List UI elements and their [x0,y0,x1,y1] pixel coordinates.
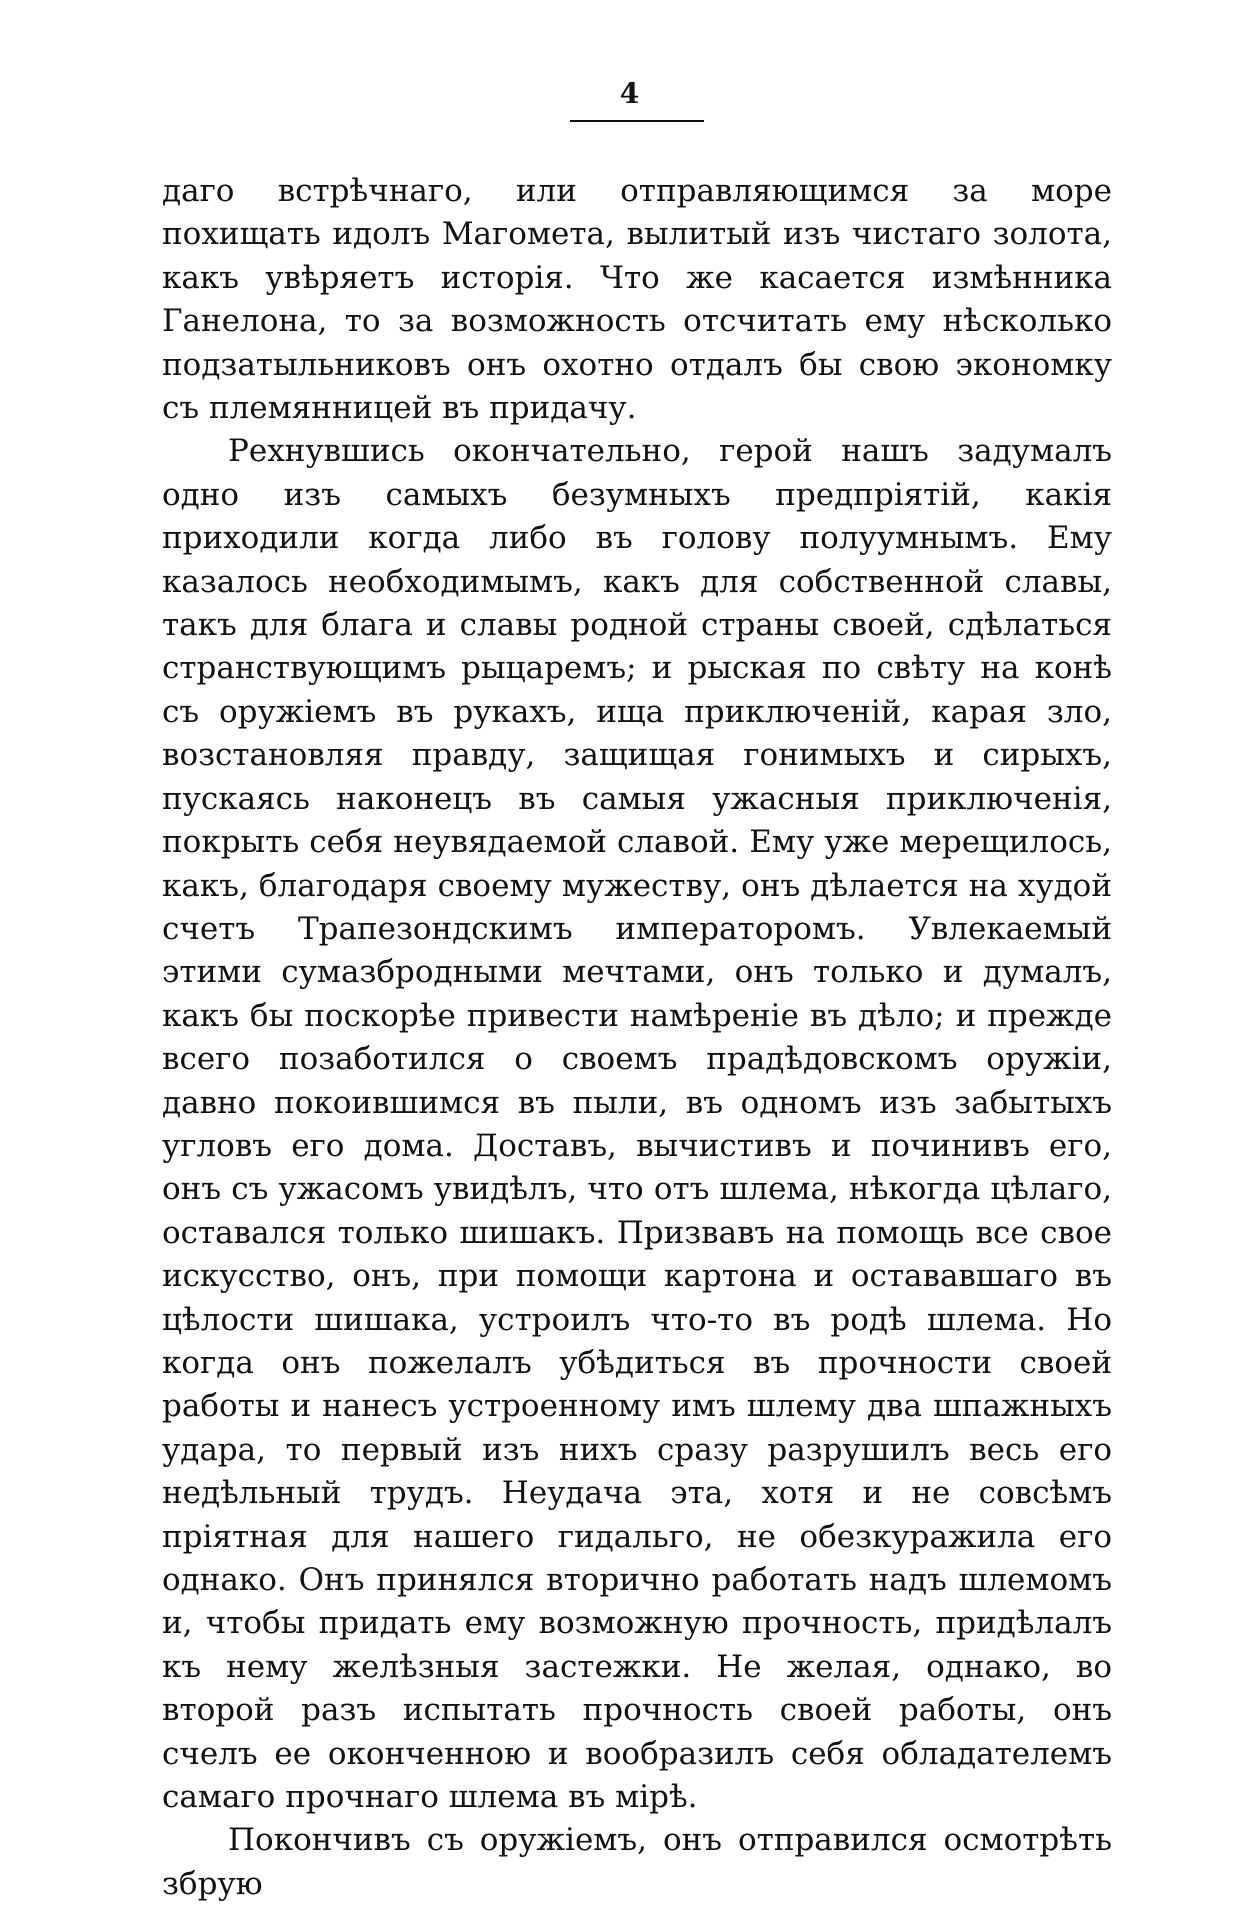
paragraph: Покончивъ съ оружіемъ, онъ отправился осмотрѣть збрую [162,1822,1112,1902]
paragraph: Рехнувшись окончательно, герой нашъ задумалъ одно изъ самыхъ безумныхъ предпріятій, какія приходили когда либо въ голову полуумнымъ. Ему казалось необходимымъ, какъ для собственной славы, такъ для блага и славы родной страны своей, сдѣлаться странствующимъ рыцаремъ; и рыская по свѣту на конѣ съ оружіемъ въ рукахъ, ища приключеній, карая зло, возстановляя правду, защищая гонимыхъ и сирыхъ, пускаясь наконецъ въ самыя ужасныя приключенія, покрыть себя неувядаемой славой. Ему уже мерещилось, какъ, благодаря своему мужеству, онъ дѣлается на худой счетъ Трапезондскимъ императоромъ. Увлекаемый этими сумазбродными мечтами, онъ только и думалъ, какъ бы поскорѣе привести намѣреніе въ дѣло; и прежде всего позаботился о своемъ прадѣдовскомъ оружіи, давно покоившимся въ пыли, въ одномъ изъ забытыхъ угловъ его дома. Доставъ, вычистивъ и починивъ его, онъ съ ужасомъ увидѣлъ, что отъ шлема, нѣкогда цѣлаго, оставался только шишакъ. Призвавъ на помощь все свое искусство, онъ, при помощи картона и остававшаго въ цѣлости шишака, устроилъ что-то въ родѣ шлема. Но когда онъ пожелалъ убѣдиться въ прочности своей работы и нанесъ устроенному имъ шлему два шпажныхъ удара, то первый изъ нихъ сразу разрушилъ весь его недѣльный трудъ. Неудача эта, хотя и не совсѣмъ пріятная для нашего гидальго, не обезкуражила его однако. Онъ принялся вторично работать надъ шлемомъ и, чтобы придать ему возможную прочность, придѣлалъ къ нему желѣзныя застежки. Не желая, однако, во второй разъ испытать прочность своей работы, онъ счелъ ее оконченною и вообразилъ себя обладателемъ самаго прочнаго шлема въ мірѣ. [162,433,1112,1816]
paragraph-continuation: даго встрѣчнаго, или отправляющимся за море похищать идолъ Магомета, вылитый изъ чистаго золота, какъ увѣряетъ исторія. Что же касается измѣнника Ганелона, то за возможность отсчитать ему нѣсколько подзатыльниковъ онъ охотно отдалъ бы свою экономку съ племянницей въ придачу. [162,173,1112,427]
page-number-rule [570,120,704,122]
page-text [162,170,1112,1906]
page-number: 4 [619,77,640,110]
